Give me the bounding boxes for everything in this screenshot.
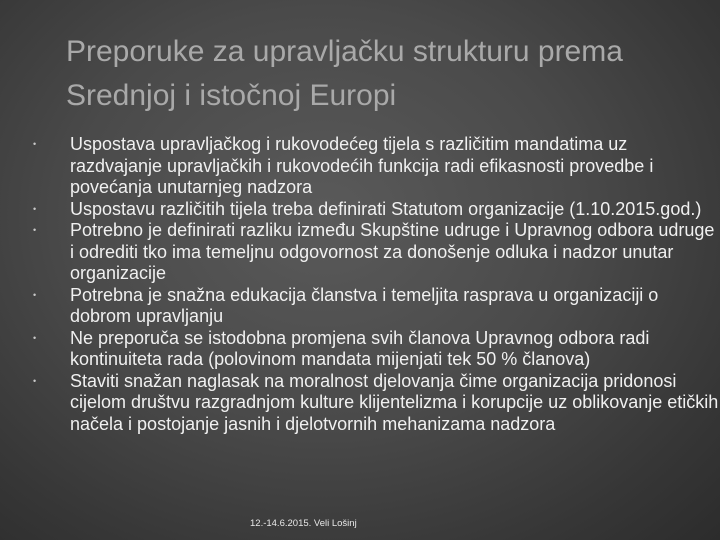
bullet-dot-icon: • (33, 375, 37, 386)
bullet-text: Potrebna je snažna edukacija članstva i temeljita rasprava u organizaciji o dobrom upravljanju (70, 284, 659, 326)
bullet-text: Staviti snažan naglasak na moralnost djelovanja čime organizacija pridonosi cijelom društvu razgradnjom kulture klijentelizma i korupcije uz oblikovanje etičkih načela i postojanje jasnih i djelotvornih mehanizama nadzora (70, 370, 719, 434)
bullet-dot-icon: • (33, 225, 37, 235)
slide-footer: 12.-14.6.2015. Veli Lošinj (250, 518, 357, 529)
bullet-list (20, 134, 720, 435)
bullet-item (20, 134, 720, 199)
bullet-dot-icon: • (33, 289, 37, 300)
bullet-text: Ne preporuča se istodobna promjena svih članova Upravnog odbora radi kontinuiteta rada (polovinom mandata mijenjati tek 50 % članova) (70, 327, 650, 369)
bullet-text: Uspostavu različitih tijela treba definirati Statutom organizacije (1.10.2015.god.) (70, 198, 702, 219)
slide-title (66, 30, 720, 118)
bullet-item (20, 371, 720, 436)
bullet-dot-icon: • (33, 332, 37, 343)
slide-title-line-1: Preporuke za upravljačku strukturu prema (66, 35, 623, 68)
bullet-item (20, 328, 720, 371)
bullet-item (20, 285, 720, 328)
bullet-text: Uspostava upravljačkog i rukovodećeg tijela s različitim mandatima uz razdvajanje upravljačkih i rukovodećih funkcija radi efikasnosti provedbe i povećanja unutarnjeg nadzora (70, 134, 654, 197)
bullet-item (20, 199, 720, 221)
slide-title-line-2: Srednjoj i istočnoj Europi (66, 79, 397, 112)
bullet-dot-icon: • (33, 203, 37, 214)
bullet-item (20, 220, 720, 285)
bullet-dot-icon: • (33, 139, 37, 149)
bullet-text: Potrebno je definirati razliku između Skupštine udruge i Upravnog odbora udruge i odrediti tko ima temeljnu odgovornost za donošenje odluka i nadzor unutar organizacije (70, 220, 715, 283)
